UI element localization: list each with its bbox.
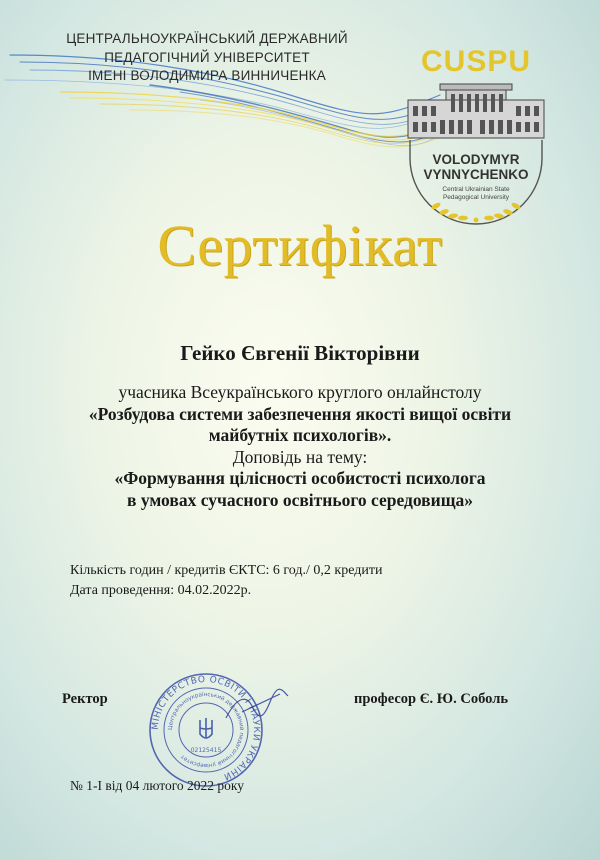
participant-line: учасника Всеукраїнського круглого онлайнстолу	[118, 382, 482, 402]
topic-line-2: в умовах сучасного освітнього середовища»	[127, 489, 473, 510]
certificate-details	[70, 561, 530, 601]
logo-brand-text: CUSPU	[420, 45, 531, 78]
seal-inner-text: Центральноукраїнський державний педагогічний університет	[167, 691, 245, 769]
university-name-line-2: ПЕДАГОГІЧНИЙ УНІВЕРСИТЕТ	[104, 49, 310, 65]
university-name-line-3: ІМЕНІ ВОЛОДИМИРА ВИННИЧЕНКА	[88, 68, 326, 83]
event-date: Дата проведення: 04.02.2022р.	[70, 583, 252, 598]
event-title-line-2: майбутніх психологів».	[208, 425, 392, 445]
certificate-body	[20, 382, 580, 511]
seal-code: 02125415	[190, 747, 222, 754]
university-logo	[396, 40, 556, 230]
logo-name-line-2: VYNNYCHENKO	[423, 167, 529, 182]
certificate-title: Сертифікат	[157, 213, 443, 278]
seal-outer-text: МІНІСТЕРСТВО ОСВІТИ І НАУКИ УКРАЇНИ	[150, 674, 262, 782]
logo-subtitle	[396, 186, 556, 202]
rector-signature	[222, 688, 292, 728]
event-title-line-1: «Розбудова системи забезпечення якості вищої освіти	[88, 403, 512, 424]
logo-name-line-1: VOLODYMYR	[432, 152, 520, 167]
topic-line-1: «Формування цілісності особистості психолога	[114, 468, 486, 488]
document-number: № 1-І від 04 лютого 2022 року	[70, 778, 245, 793]
report-intro: Доповідь на тему:	[232, 446, 368, 467]
university-name-line-1: ЦЕНТРАЛЬНОУКРАЇНСЬКИЙ ДЕРЖАВНИЙ	[66, 31, 348, 46]
hours-credits: Кількість годин / кредитів ЄКТС: 6 год./ 0,2 кредити	[70, 563, 383, 578]
rector-name: професор Є. Ю. Соболь	[354, 691, 508, 707]
rector-label: Ректор	[62, 691, 108, 707]
university-name	[22, 30, 392, 86]
logo-sub-line-2: Pedagogical University	[442, 194, 510, 201]
recipient-name: Гейко Євгенії Вікторівни	[180, 341, 420, 365]
logo-university-name	[396, 152, 556, 182]
logo-sub-line-1: Central Ukrainian State	[442, 186, 510, 193]
trident-icon	[200, 718, 212, 738]
